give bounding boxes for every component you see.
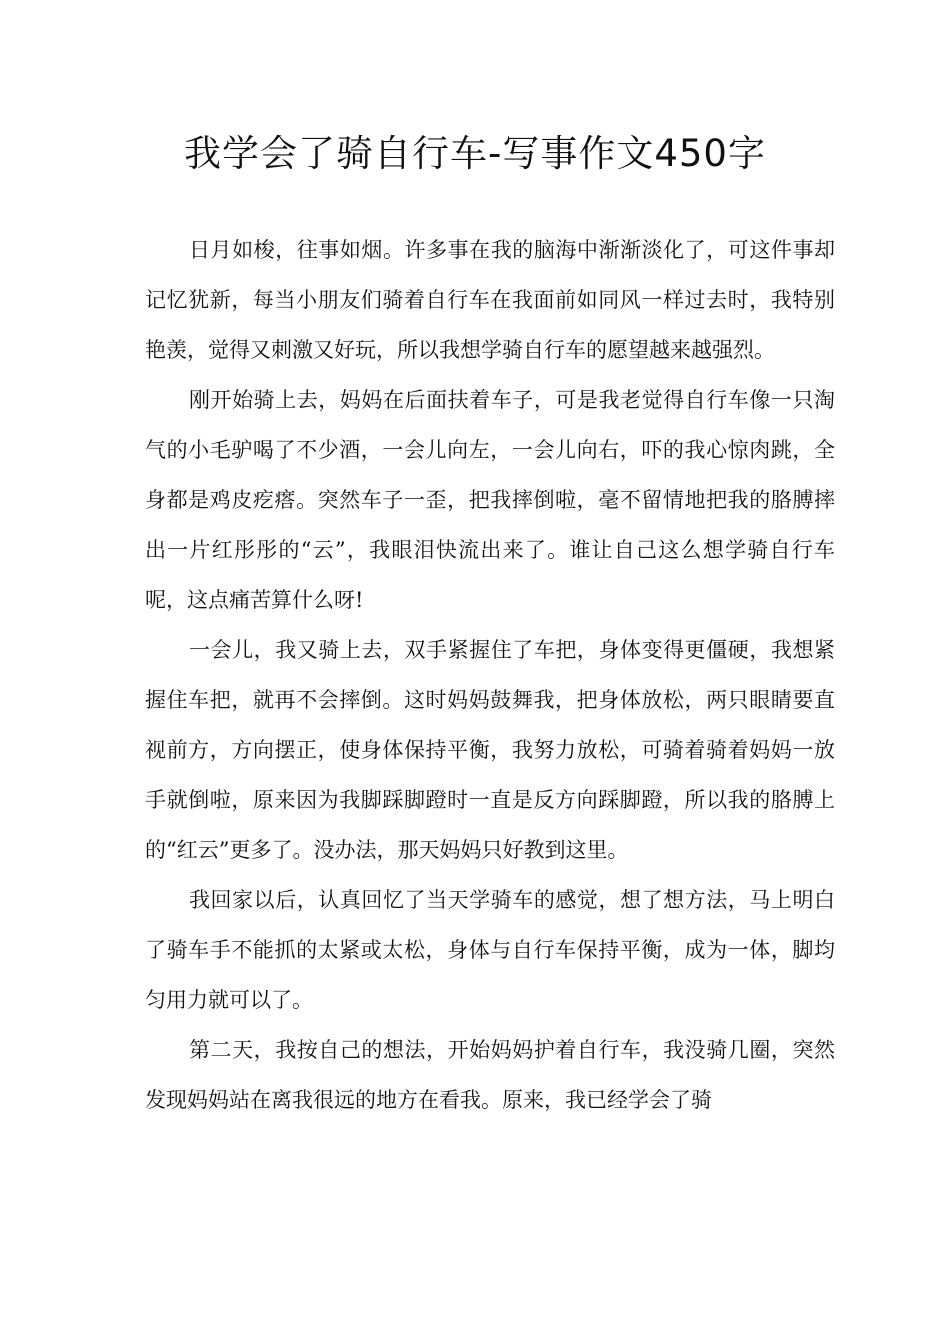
paragraph-5: 第二天，我按自己的想法，开始妈妈护着自行车，我没骑几圈，突然发现妈妈站在离我很远的地方在看我。原来，我已经学会了骑 xyxy=(145,1038,835,1112)
paragraph-3: 一会儿，我又骑上去，双手紧握住了车把，身体变得更僵硬，我想紧握住车把，就再不会摔倒。这时妈妈鼓舞我，把身体放松，两只眼睛要直视前方，方向摆正，使身体保持平衡，我努力放松，可骑着骑着妈妈一放手就倒啦，原来因为我脚踩脚蹬时一直是反方向踩脚蹬，所以我的胳膊上的“红云”更多了。没办法，那天妈妈只好教到这里。 xyxy=(145,638,835,862)
essay-body xyxy=(145,225,835,1125)
paragraph-4: 我回家以后，认真回忆了当天学骑车的感觉，想了想方法，马上明白了骑车手不能抓的太紧或太松，身体与自行车保持平衡，成为一体，脚均匀用力就可以了。 xyxy=(145,888,835,1012)
paragraph-1: 日月如梭，往事如烟。许多事在我的脑海中渐渐淡化了，可这件事却记忆犹新，每当小朋友们骑着自行车在我面前如同风一样过去时，我特别艳羡，觉得又刺激又好玩，所以我想学骑自行车的愿望越来越强烈。 xyxy=(145,238,835,362)
paragraph-2: 刚开始骑上去，妈妈在后面扶着车子，可是我老觉得自行车像一只淘气的小毛驴喝了不少酒，一会儿向左，一会儿向右，吓的我心惊肉跳，全身都是鸡皮疙瘩。突然车子一歪，把我摔倒啦，毫不留情地把我的胳膊摔出一片红彤彤的“云”，我眼泪快流出来了。谁让自己这么想学骑自行车呢，这点痛苦算什么呀! xyxy=(145,388,835,612)
document-title: 我学会了骑自行车-写事作文450字 xyxy=(184,132,766,175)
